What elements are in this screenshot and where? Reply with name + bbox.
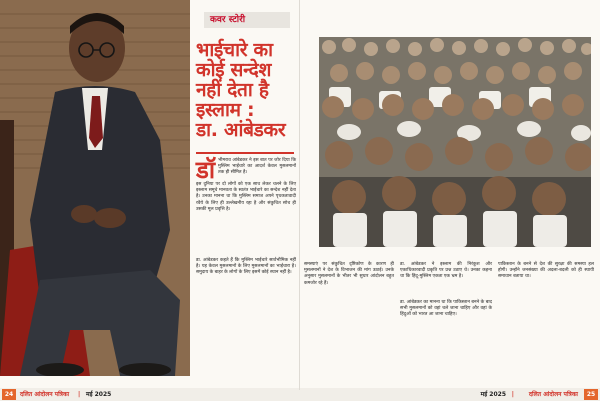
section-label: कवर स्टोरी bbox=[204, 12, 290, 28]
issue-date: मई 2025 bbox=[86, 391, 112, 398]
article-paragraph: डा. आंबेडकर ने इस्लाम की निरंकुश और एकाधिकारवादी प्रकृति पर प्रश्न उठाए थे। उनका कहना था कि हिंदू-मुस्लिम एकता एक भ्रम है। bbox=[400, 262, 492, 280]
article-paragraph: डा. आंबेडकर कहते हैं कि मुस्लिम भाईचारे सार्वभौमिक नहीं है। यह केवल मुसलमानों के लिए मुसलमानों का भाईचारा है। समुदाय के बाहर के लोगों के लिए इसमें कोई स्थान नहीं है। bbox=[196, 258, 296, 276]
headline-line: नहीं देता है bbox=[196, 79, 269, 101]
page-number-right: 25 bbox=[584, 389, 598, 400]
headline-line: डा. आंबेडकर bbox=[196, 119, 286, 141]
magazine-name: दलित आंदोलन पत्रिका bbox=[20, 391, 70, 398]
page-number-left: 24 bbox=[2, 389, 16, 400]
article-paragraph: इस दुनिया पर दो लोगों को एक साथ लेकर चलने के लिए इस्लाम समूचे मानवता के स्वतंत्र भाईचारे का सन्देश नहीं देता है। उनका मानना था कि मुस्लिम समाज अपने पृथकतावादी रवैये के लिए ही उल्लेखनीय रहा है और संकुचित सोच ही उसकी मूल प्रवृत्ति है। bbox=[196, 182, 296, 212]
headline-rule bbox=[196, 152, 294, 154]
crowd-photo bbox=[319, 37, 591, 247]
article-paragraph: पाकिस्तान के बनने से देश की सुरक्षा की समस्या हल होगी। उन्होंने जनसंख्या की अदला-बदली को ही स्थायी समाधान बताया था। bbox=[498, 262, 594, 280]
issue-date: मई 2025 bbox=[480, 391, 506, 398]
headline bbox=[196, 40, 296, 140]
headline-line: कोई सन्देश bbox=[196, 59, 272, 81]
article-paragraph: भीमराव आंबेडकर ने इस बात पर जोर दिया कि मुस्लिम भाईचारे का आदर्श केवल मुसलमानों तक ही सीमित है। bbox=[218, 158, 296, 176]
magazine-name: दलित आंदोलन पत्रिका bbox=[528, 391, 578, 398]
headline-line: इस्लाम : bbox=[196, 99, 255, 121]
drop-cap: डॉ bbox=[196, 156, 216, 184]
footer-right bbox=[300, 388, 600, 401]
ambedkar-portrait-photo bbox=[0, 0, 190, 376]
footer-separator: | bbox=[78, 391, 81, 398]
footer-left bbox=[0, 388, 300, 401]
footer-separator: | bbox=[511, 391, 514, 398]
headline-line: भाईचारे का bbox=[196, 39, 273, 61]
article-paragraph: डा. आंबेडकर का मानना था कि पाकिस्तान बनने के बाद सभी मुसलमानों को वहां चले जाना चाहिए और वहां के हिंदुओं को भारत आ जाना चाहिए। bbox=[400, 300, 492, 318]
article-paragraph: समस्याएं पर संकुचित दृष्टिकोण के कारण ही मुसलमानों ने देश के विभाजन की मांग उठाई। उनके अनुसार मुसलमानों के भीतर भी सुधार आंदोलन बहुत कमजोर रहे हैं। bbox=[304, 262, 394, 286]
right-page bbox=[300, 0, 600, 401]
